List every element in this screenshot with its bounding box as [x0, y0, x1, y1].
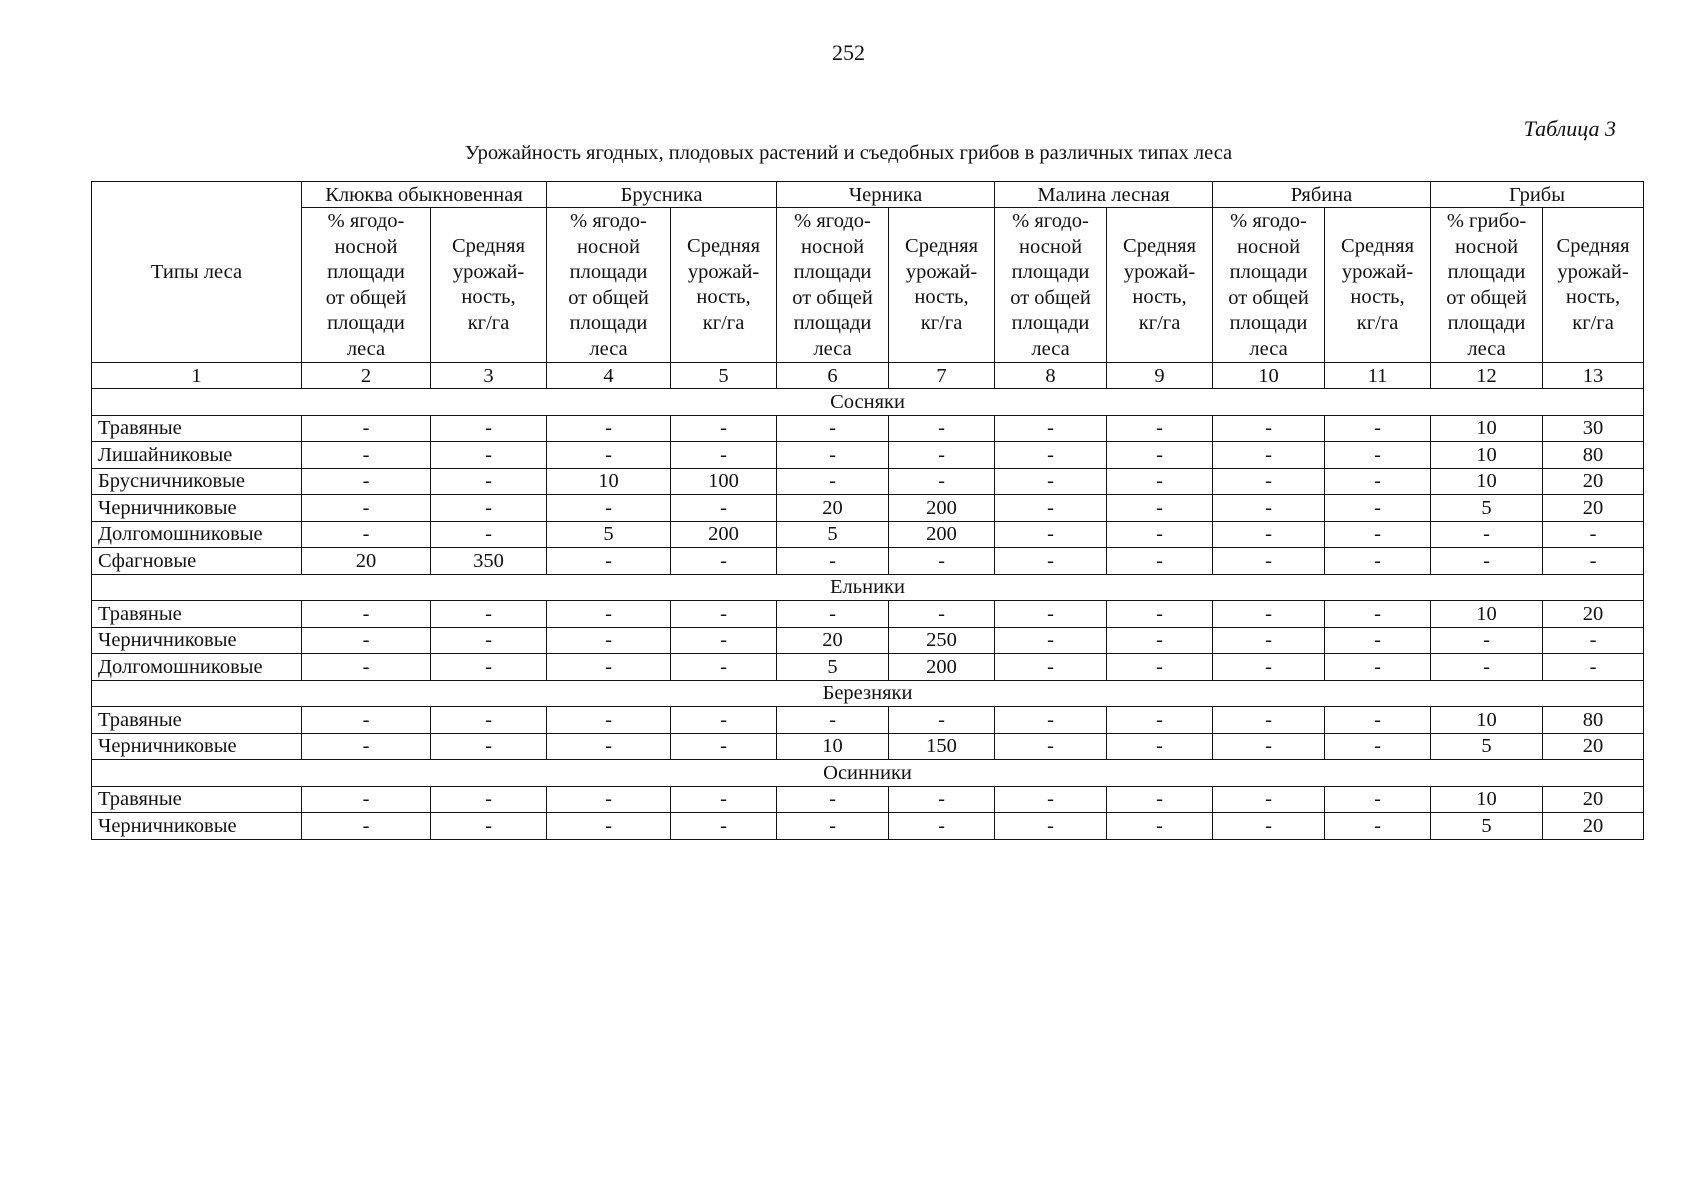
value-cell: -	[995, 813, 1107, 840]
forest-type-cell: Черничниковые	[92, 627, 302, 654]
value-cell: 200	[889, 495, 995, 522]
group-header: Малина лесная	[995, 182, 1213, 208]
value-cell: -	[547, 654, 671, 681]
header-line: площади	[793, 261, 872, 283]
column-number: 3	[431, 363, 547, 389]
header-line: % ягодо-	[1230, 210, 1307, 232]
value-cell: -	[671, 733, 777, 760]
forest-type-cell: Брусничниковые	[92, 468, 302, 495]
value-cell: -	[777, 601, 889, 628]
value-cell: 30	[1543, 415, 1644, 442]
value-cell: -	[671, 601, 777, 628]
average-yield-header	[431, 208, 547, 363]
value-cell: -	[1325, 786, 1431, 813]
value-cell: -	[1543, 521, 1644, 548]
value-cell: -	[1107, 786, 1213, 813]
value-cell: -	[777, 707, 889, 734]
column-number: 12	[1431, 363, 1543, 389]
header-line: леса	[1249, 337, 1288, 360]
forest-type-cell: Лишайниковые	[92, 442, 302, 469]
column-number: 6	[777, 363, 889, 389]
value-cell: -	[1213, 627, 1325, 654]
header-line: Средняя	[687, 235, 761, 257]
value-cell: 10	[547, 468, 671, 495]
value-cell: -	[1107, 495, 1213, 522]
value-cell: -	[431, 733, 547, 760]
forest-type-cell: Травяные	[92, 601, 302, 628]
column-number: 11	[1325, 363, 1431, 389]
value-cell: -	[1325, 733, 1431, 760]
page-number: 252	[832, 40, 865, 65]
value-cell: 10	[1431, 786, 1543, 813]
area-percent-header	[1431, 208, 1543, 363]
value-cell: 10	[1431, 468, 1543, 495]
table-row	[92, 495, 1644, 522]
header-line: ность,	[1132, 286, 1187, 308]
group-header: Грибы	[1431, 182, 1644, 208]
value-cell: -	[889, 786, 995, 813]
header-line: ность,	[696, 286, 751, 308]
value-cell: -	[431, 707, 547, 734]
value-cell: 10	[1431, 707, 1543, 734]
average-yield-header	[671, 208, 777, 363]
value-cell: 10	[777, 733, 889, 760]
value-cell: -	[302, 521, 431, 548]
header-line: площади	[793, 312, 872, 334]
header-line: урожай-	[1123, 260, 1196, 283]
forest-type-cell: Черничниковые	[92, 733, 302, 760]
header-line: носной	[1455, 235, 1519, 258]
header-line: Средняя	[1556, 235, 1630, 257]
yield-table	[91, 181, 1644, 840]
value-cell: -	[777, 548, 889, 575]
value-cell: -	[995, 468, 1107, 495]
value-cell: 5	[777, 654, 889, 681]
value-cell: -	[1213, 548, 1325, 575]
value-cell: -	[995, 521, 1107, 548]
value-cell: -	[995, 601, 1107, 628]
value-cell: -	[1325, 415, 1431, 442]
section-row	[92, 680, 1644, 707]
value-cell: -	[671, 707, 777, 734]
value-cell: -	[302, 415, 431, 442]
value-cell: -	[995, 654, 1107, 681]
value-cell: -	[547, 733, 671, 760]
value-cell: -	[431, 521, 547, 548]
area-percent-header	[1213, 208, 1325, 363]
value-cell: -	[547, 442, 671, 469]
header-line: кг/га	[702, 311, 745, 334]
value-cell: 80	[1543, 707, 1644, 734]
table-head	[92, 182, 1644, 389]
value-cell: -	[1325, 495, 1431, 522]
value-cell: 20	[1543, 733, 1644, 760]
column-number-row	[92, 363, 1644, 389]
forest-type-cell: Сфагновые	[92, 548, 302, 575]
value-cell: 10	[1431, 415, 1543, 442]
group-header: Черника	[777, 182, 995, 208]
value-cell: -	[1107, 707, 1213, 734]
forest-type-cell: Черничниковые	[92, 495, 302, 522]
area-percent-header	[302, 208, 431, 363]
header-line: % ягодо-	[327, 210, 405, 232]
value-cell: -	[995, 442, 1107, 469]
header-line: от общей	[325, 286, 407, 309]
forest-type-cell: Травяные	[92, 786, 302, 813]
value-cell: 20	[777, 495, 889, 522]
group-header: Рябина	[1213, 182, 1431, 208]
value-cell: -	[777, 415, 889, 442]
value-cell: -	[889, 813, 995, 840]
value-cell: -	[1543, 548, 1644, 575]
value-cell: -	[1325, 521, 1431, 548]
value-cell: 20	[1543, 786, 1644, 813]
value-cell: -	[1213, 813, 1325, 840]
value-cell: -	[547, 601, 671, 628]
value-cell: -	[431, 468, 547, 495]
value-cell: 100	[671, 468, 777, 495]
value-cell: -	[1213, 601, 1325, 628]
value-cell: -	[431, 813, 547, 840]
value-cell: 10	[1431, 442, 1543, 469]
header-line: % ягодо-	[1012, 210, 1089, 232]
value-cell: -	[1325, 654, 1431, 681]
value-cell: 350	[431, 548, 547, 575]
value-cell: -	[547, 627, 671, 654]
value-cell: -	[1213, 733, 1325, 760]
table-row	[92, 786, 1644, 813]
value-cell: -	[671, 813, 777, 840]
value-cell: -	[671, 786, 777, 813]
value-cell: -	[995, 415, 1107, 442]
value-cell: -	[547, 813, 671, 840]
value-cell: -	[431, 442, 547, 469]
column-number: 13	[1543, 363, 1644, 389]
header-line: от общей	[1228, 286, 1309, 309]
value-cell: -	[1213, 654, 1325, 681]
table-body	[92, 389, 1644, 840]
forest-type-cell: Травяные	[92, 707, 302, 734]
header-line: ность,	[1350, 286, 1405, 308]
forest-type-cell: Долгомошниковые	[92, 521, 302, 548]
value-cell: 200	[889, 521, 995, 548]
value-cell: -	[1431, 627, 1543, 654]
header-line: носной	[1237, 235, 1301, 258]
value-cell: 20	[1543, 468, 1644, 495]
header-line: носной	[801, 235, 865, 258]
column-number: 9	[1107, 363, 1213, 389]
header-line: от общей	[1010, 286, 1091, 309]
header-line: площади	[1229, 261, 1308, 283]
header-line: урожай-	[452, 260, 525, 283]
value-cell: -	[889, 415, 995, 442]
value-cell: -	[431, 495, 547, 522]
forest-type-cell: Травяные	[92, 415, 302, 442]
table-row	[92, 813, 1644, 840]
value-cell: 5	[547, 521, 671, 548]
column-number: 10	[1213, 363, 1325, 389]
header-line: площади	[569, 261, 648, 283]
value-cell: -	[547, 495, 671, 522]
column-number: 7	[889, 363, 995, 389]
value-cell: -	[1107, 813, 1213, 840]
value-cell: -	[995, 733, 1107, 760]
value-cell: -	[671, 495, 777, 522]
header-line: урожай-	[1557, 260, 1629, 283]
header-line: ность,	[914, 286, 969, 308]
value-cell: -	[302, 601, 431, 628]
value-cell: -	[1213, 442, 1325, 469]
area-percent-header	[547, 208, 671, 363]
value-cell: 20	[1543, 601, 1644, 628]
header-line: площади	[1447, 261, 1526, 283]
section-row	[92, 389, 1644, 416]
header-line: кг/га	[1356, 311, 1399, 334]
table-caption: Урожайность ягодных, плодовых растений и съедобных грибов в различных типах леса	[464, 142, 1233, 164]
table-row	[92, 654, 1644, 681]
value-cell: -	[1107, 521, 1213, 548]
group-header: Клюква обыкновенная	[302, 182, 547, 208]
value-cell: -	[889, 548, 995, 575]
value-cell: -	[1107, 468, 1213, 495]
header-line: площади	[1447, 312, 1526, 334]
section-title: Сосняки	[92, 389, 1644, 416]
value-cell: -	[1213, 468, 1325, 495]
value-cell: 5	[1431, 733, 1543, 760]
header-line: от общей	[1446, 286, 1527, 309]
value-cell: -	[547, 707, 671, 734]
section-row	[92, 574, 1644, 601]
average-yield-header	[1325, 208, 1431, 363]
table-row	[92, 733, 1644, 760]
value-cell: 5	[1431, 813, 1543, 840]
value-cell: -	[1213, 415, 1325, 442]
value-cell: -	[302, 707, 431, 734]
table-row	[92, 415, 1644, 442]
header-line: леса	[346, 337, 386, 360]
header-line: ность,	[461, 286, 516, 308]
header-line: от общей	[792, 286, 873, 309]
header-line: % ягодо-	[794, 210, 871, 232]
average-yield-header	[1543, 208, 1644, 363]
header-line: кг/га	[467, 311, 510, 334]
header-line: площади	[327, 261, 405, 283]
value-cell: -	[1325, 627, 1431, 654]
value-cell: -	[1431, 654, 1543, 681]
value-cell: -	[1543, 654, 1644, 681]
header-line: % ягодо-	[570, 210, 647, 232]
header-line: носной	[1019, 235, 1083, 258]
value-cell: -	[995, 548, 1107, 575]
section-title: Осинники	[92, 760, 1644, 787]
value-cell: -	[302, 733, 431, 760]
value-cell: -	[1213, 786, 1325, 813]
header-line: урожай-	[687, 260, 760, 283]
value-cell: -	[302, 495, 431, 522]
area-percent-header	[995, 208, 1107, 363]
value-cell: 250	[889, 627, 995, 654]
header-line: Средняя	[905, 235, 979, 257]
value-cell: -	[1107, 548, 1213, 575]
table-row	[92, 707, 1644, 734]
value-cell: -	[777, 813, 889, 840]
value-cell: -	[777, 786, 889, 813]
table-row	[92, 601, 1644, 628]
value-cell: -	[1107, 733, 1213, 760]
section-title: Ельники	[92, 574, 1644, 601]
value-cell: -	[671, 627, 777, 654]
column-number: 8	[995, 363, 1107, 389]
group-header: Брусника	[547, 182, 777, 208]
value-cell: -	[889, 442, 995, 469]
value-cell: 200	[671, 521, 777, 548]
value-cell: -	[671, 415, 777, 442]
header-line: Средняя	[1123, 235, 1197, 257]
value-cell: -	[889, 468, 995, 495]
header-line: кг/га	[920, 311, 963, 334]
header-line: площади	[327, 312, 405, 334]
value-cell: -	[889, 601, 995, 628]
section-row	[92, 760, 1644, 787]
value-cell: -	[995, 707, 1107, 734]
value-cell: -	[302, 654, 431, 681]
value-cell: -	[1107, 627, 1213, 654]
value-cell: -	[547, 548, 671, 575]
value-cell: 20	[302, 548, 431, 575]
value-cell: 200	[889, 654, 995, 681]
value-cell: -	[431, 654, 547, 681]
value-cell: -	[1325, 548, 1431, 575]
value-cell: 80	[1543, 442, 1644, 469]
value-cell: 20	[1543, 495, 1644, 522]
header-line: ность,	[1565, 286, 1621, 308]
value-cell: -	[302, 468, 431, 495]
value-cell: -	[431, 415, 547, 442]
value-cell: -	[777, 468, 889, 495]
table-row	[92, 627, 1644, 654]
header-line: кг/га	[1572, 311, 1614, 334]
table-row	[92, 548, 1644, 575]
table-row	[92, 442, 1644, 469]
header-line: площади	[1011, 261, 1090, 283]
header-line: Средняя	[1341, 235, 1415, 257]
column-number: 5	[671, 363, 777, 389]
value-cell: -	[671, 654, 777, 681]
value-cell: 10	[1431, 601, 1543, 628]
average-yield-header	[889, 208, 995, 363]
forest-type-cell: Долгомошниковые	[92, 654, 302, 681]
value-cell: -	[671, 548, 777, 575]
value-cell: -	[995, 786, 1107, 813]
header-line: леса	[813, 337, 852, 360]
value-cell: -	[1107, 601, 1213, 628]
value-cell: -	[547, 415, 671, 442]
header-line: носной	[577, 235, 641, 258]
value-cell: -	[302, 786, 431, 813]
value-cell: -	[302, 813, 431, 840]
value-cell: -	[1325, 601, 1431, 628]
value-cell: -	[777, 442, 889, 469]
value-cell: -	[995, 627, 1107, 654]
area-percent-header	[777, 208, 889, 363]
header-line: % грибо-	[1446, 210, 1527, 232]
value-cell: -	[1107, 442, 1213, 469]
value-cell: 20	[1543, 813, 1644, 840]
column-number: 2	[302, 363, 431, 389]
header-line: леса	[589, 337, 628, 360]
group-header-row	[92, 182, 1644, 208]
average-yield-header	[1107, 208, 1213, 363]
header-line: кг/га	[1138, 311, 1181, 334]
value-cell: -	[547, 786, 671, 813]
section-title: Березняки	[92, 680, 1644, 707]
value-cell: -	[1325, 468, 1431, 495]
sub-header-row	[92, 208, 1644, 363]
value-cell: -	[431, 601, 547, 628]
header-line: Средняя	[452, 235, 526, 257]
header-line: площади	[1011, 312, 1090, 334]
table-label: Таблица 3	[1523, 116, 1616, 141]
header-line: от общей	[568, 286, 649, 309]
value-cell: -	[889, 707, 995, 734]
value-cell: -	[431, 627, 547, 654]
value-cell: 5	[777, 521, 889, 548]
header-line: урожай-	[1341, 260, 1414, 283]
value-cell: -	[302, 627, 431, 654]
column-number: 1	[92, 363, 302, 389]
value-cell: -	[1325, 813, 1431, 840]
forest-type-cell: Черничниковые	[92, 813, 302, 840]
value-cell: -	[1325, 707, 1431, 734]
value-cell: -	[1213, 521, 1325, 548]
value-cell: -	[1107, 654, 1213, 681]
value-cell: -	[1431, 521, 1543, 548]
value-cell: 150	[889, 733, 995, 760]
value-cell: -	[302, 442, 431, 469]
header-line: леса	[1467, 337, 1506, 360]
value-cell: 5	[1431, 495, 1543, 522]
header-line: площади	[1229, 312, 1308, 334]
table-row	[92, 521, 1644, 548]
forest-type-header: Типы леса	[92, 182, 302, 363]
value-cell: -	[1543, 627, 1644, 654]
value-cell: -	[1431, 548, 1543, 575]
header-line: площади	[569, 312, 648, 334]
header-line: носной	[334, 235, 398, 258]
value-cell: -	[671, 442, 777, 469]
value-cell: -	[1213, 707, 1325, 734]
value-cell: -	[1325, 442, 1431, 469]
header-line: леса	[1031, 337, 1070, 360]
value-cell: -	[1107, 415, 1213, 442]
table-row	[92, 468, 1644, 495]
header-line: урожай-	[905, 260, 978, 283]
value-cell: -	[995, 495, 1107, 522]
column-number: 4	[547, 363, 671, 389]
value-cell: 20	[777, 627, 889, 654]
value-cell: -	[431, 786, 547, 813]
value-cell: -	[1213, 495, 1325, 522]
